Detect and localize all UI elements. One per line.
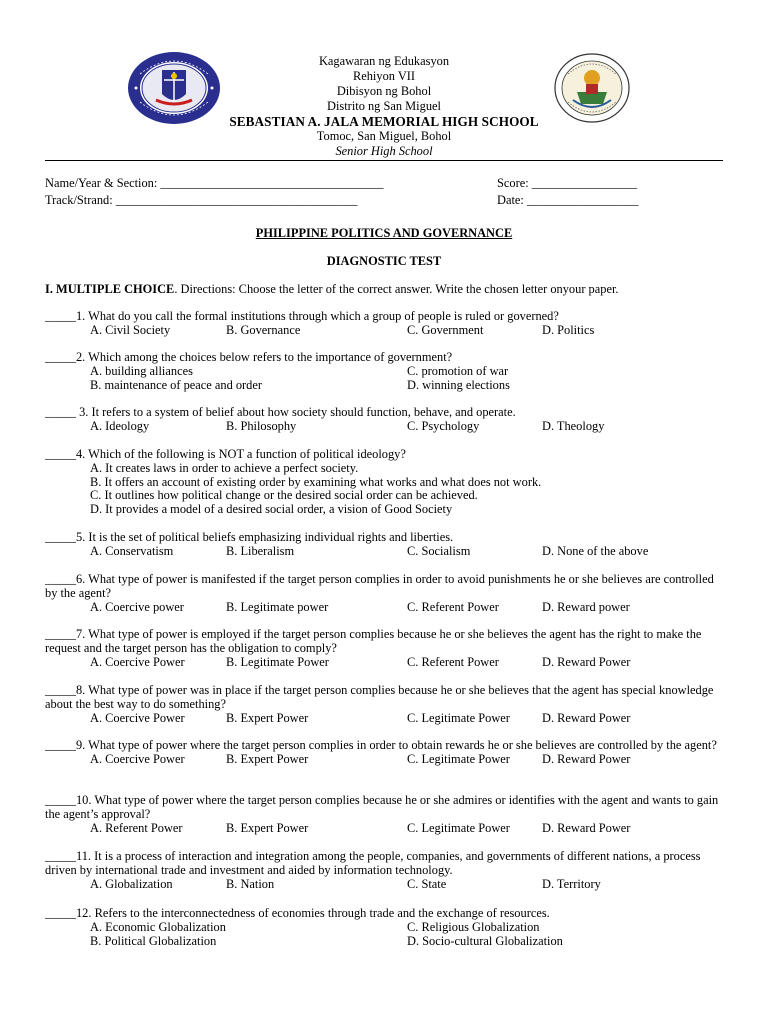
region-name: Rehiyon VII	[352, 69, 416, 83]
option-a: A. building alliances	[90, 363, 193, 378]
option-b: B. Expert Power	[226, 820, 309, 835]
option-b: B. Political Globalization	[90, 933, 217, 948]
option-d: D. Reward Power	[542, 710, 631, 725]
option-d: D. Reward Power	[542, 751, 631, 766]
question-8	[45, 684, 725, 726]
option-c: C. Government	[407, 322, 484, 337]
question-stem: _____5. It is the set of political beliefs emphasizing individual rights and liberties.	[45, 530, 454, 544]
question-stem: _____1. What do you call the formal institutions through which a group of people is ruled or governed?	[45, 309, 559, 323]
option-d: D. Theology	[542, 418, 605, 433]
option-row	[45, 379, 725, 393]
option-d: D. Reward power	[542, 599, 630, 614]
option-d: D. It provides a model of a desired social order, a vision of Good Society	[90, 502, 453, 517]
department-name: Kagawaran ng Edukasyon	[318, 54, 450, 68]
option-row	[45, 365, 725, 379]
subject-title: PHILIPPINE POLITICS AND GOVERNANCE	[255, 226, 513, 240]
option-row	[45, 545, 725, 559]
option-a: A. Coercive Power	[90, 710, 185, 725]
division-name: Dibisyon ng Bohol	[336, 84, 432, 98]
question-7	[45, 628, 725, 670]
question-9	[45, 739, 725, 767]
question-stem: _____8. What type of power was in place if the target person complies because he or she believes that the agent has special knowledge about the best way to do something?	[45, 683, 717, 711]
option-c: C. Psychology	[407, 418, 480, 433]
option-c: C. Referent Power	[407, 654, 499, 669]
directions	[45, 282, 618, 297]
question-11	[45, 850, 725, 892]
section-heading: I. MULTIPLE CHOICE	[45, 282, 175, 296]
option-row	[45, 935, 725, 949]
question-5	[45, 531, 725, 559]
question-3	[45, 406, 725, 434]
option-b: B. Governance	[226, 322, 301, 337]
option-a: A. Globalization	[90, 876, 173, 891]
question-2	[45, 351, 725, 393]
option-c: C. promotion of war	[407, 363, 509, 378]
question-stem: _____12. Refers to the interconnectedness of economies through trade and the exchange of resources.	[45, 906, 550, 920]
option-row	[45, 921, 725, 935]
question-1	[45, 310, 725, 338]
option-a: A. It creates laws in order to achieve a perfect society.	[90, 460, 359, 475]
header-divider	[45, 160, 723, 161]
option-a: A. Coercive Power	[90, 751, 185, 766]
option-b: B. Legitimate power	[226, 599, 329, 614]
option-list	[45, 462, 725, 517]
question-stem: _____9. What type of power where the target person complies in order to obtain rewards he or she believes are controlled by the agent?	[45, 738, 717, 752]
option-a: A. Civil Society	[90, 322, 171, 337]
option-row	[45, 753, 725, 767]
question-6	[45, 573, 725, 615]
option-c: C. Legitimate Power	[407, 710, 510, 725]
question-10	[45, 794, 725, 836]
option-row	[45, 324, 725, 338]
question-12	[45, 907, 725, 949]
question-stem: _____6. What type of power is manifested if the target person complies in order to avoid punishments he or she believes are controlled by the agent?	[45, 572, 717, 600]
option-d: D. Reward Power	[542, 820, 631, 835]
name-section-field: Name/Year & Section: ____________________________________	[45, 176, 384, 190]
option-row	[45, 822, 725, 836]
letterhead	[0, 54, 768, 159]
option-d: D. Socio-cultural Globalization	[407, 933, 563, 948]
option-a: A. Coercive Power	[90, 654, 185, 669]
track-row	[45, 192, 725, 208]
score-field: Score: _________________	[497, 176, 638, 190]
option-b: B. Nation	[226, 876, 275, 891]
option-b: B. maintenance of peace and order	[90, 377, 263, 392]
option-b: B. Expert Power	[226, 710, 309, 725]
option-a: A. Coercive power	[90, 599, 184, 614]
question-4	[45, 448, 725, 517]
option-b: B. Expert Power	[226, 751, 309, 766]
option-b: B. It offers an account of existing order by examining what works and what does not work.	[90, 474, 542, 489]
option-a: A. Conservatism	[90, 543, 174, 558]
option-c: C. Legitimate Power	[407, 820, 510, 835]
option-row	[45, 712, 725, 726]
option-c: C. It outlines how political change or the desired social order can be achieved.	[90, 488, 478, 503]
question-stem: _____4. Which of the following is NOT a function of political ideology?	[45, 447, 406, 461]
school-address: Tomoc, San Miguel, Bohol	[316, 129, 452, 143]
option-row	[45, 601, 725, 615]
option-c: C. State	[407, 876, 447, 891]
option-d: D. None of the above	[542, 543, 649, 558]
question-stem: _____10. What type of power where the target person complies because he or she admires or identifies with the agent and wants to gain the agent’s approval?	[45, 793, 722, 821]
directions-text: . Directions: Choose the letter of the correct answer. Write the chosen letter onyour paper.	[174, 282, 619, 296]
date-field: Date: __________________	[497, 193, 639, 207]
option-b: B. Liberalism	[226, 543, 295, 558]
question-stem: _____ 3. It refers to a system of belief about how society should function, behave, and operate.	[45, 405, 516, 419]
option-row	[45, 420, 725, 434]
district-name: Distrito ng San Miguel	[327, 99, 441, 113]
option-a: A. Ideology	[90, 418, 150, 433]
option-d: D. Territory	[542, 876, 601, 891]
option-d: D. Politics	[542, 322, 595, 337]
option-a: A. Economic Globalization	[90, 919, 226, 934]
option-c: C. Socialism	[407, 543, 471, 558]
name-row	[45, 175, 725, 191]
option-b: B. Legitimate Power	[226, 654, 329, 669]
track-strand-field: Track/Strand: _______________________________________	[45, 193, 358, 207]
option-c: C. Religious Globalization	[407, 919, 540, 934]
option-d: D. Reward Power	[542, 654, 631, 669]
option-row	[45, 878, 725, 892]
question-stem: _____11. It is a process of interaction and integration among the people, companies, and governments of different nations, a process driven by international trade and investment and aided by information technology.	[45, 849, 704, 877]
test-title: DIAGNOSTIC TEST	[326, 254, 442, 268]
option-b: B. Philosophy	[226, 418, 297, 433]
option-a: A. Referent Power	[90, 820, 183, 835]
option-row	[45, 656, 725, 670]
question-stem: _____2. Which among the choices below refers to the importance of government?	[45, 350, 453, 364]
option-c: C. Referent Power	[407, 599, 499, 614]
school-name: SEBASTIAN A. JALA MEMORIAL HIGH SCHOOL	[229, 114, 539, 129]
option-d: D. winning elections	[407, 377, 510, 392]
school-level: Senior High School	[335, 144, 433, 158]
option-c: C. Legitimate Power	[407, 751, 510, 766]
question-stem: _____7. What type of power is employed if the target person complies because he or she believes the agent has the right to make the request and the target person has the obligation to comply?	[45, 627, 705, 655]
